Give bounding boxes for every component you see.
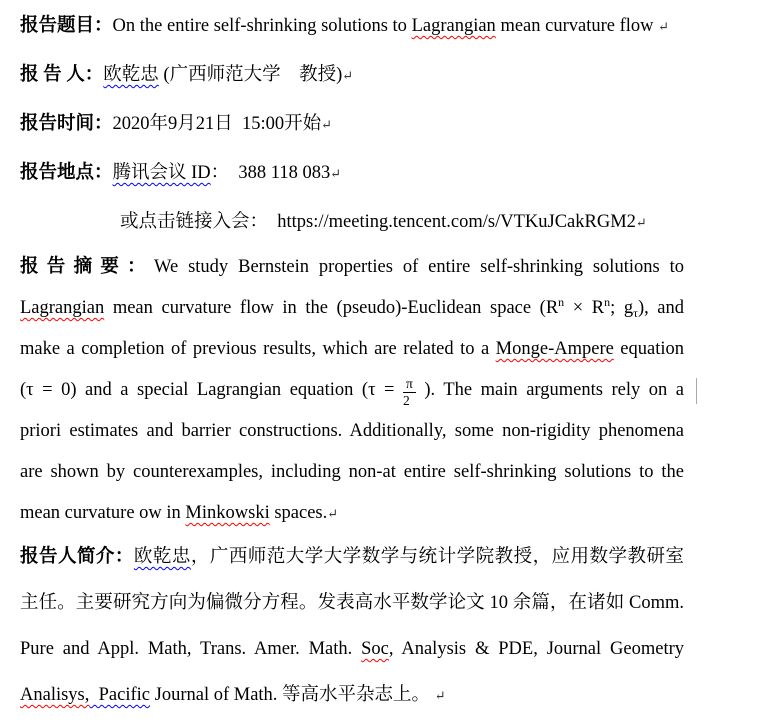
text-run: make a completion of previous results, which are related to a [20, 339, 496, 359]
text-run: (广西师范大学 教授) [158, 65, 343, 85]
header-block [20, 2, 684, 247]
text-run: ), and [637, 298, 685, 318]
text-run: Journal of Math. 等高水平杂志上。 [150, 685, 435, 705]
text-run: (τ = 0) and a special Lagrangian equation (τ = [20, 380, 404, 400]
title-line [20, 2, 684, 51]
text-run: ： 388 118 083 [210, 163, 331, 183]
paragraph-mark-icon: ↵ [330, 166, 342, 181]
paragraph-mark-icon: ↵ [635, 215, 647, 230]
paragraph-mark-icon: ↵ [321, 117, 333, 132]
text-run: We study Bernstein properties of entire self-shrinking solutions to [153, 257, 684, 277]
abstract-line [20, 370, 684, 411]
grammar-flagged-word: Pacific [89, 685, 150, 705]
field-label: 报告人简介： [20, 547, 134, 567]
abstract-line [20, 288, 684, 329]
text-run: mean curvature flow in the (pseudo)-Euclidean space (R [104, 298, 559, 318]
text-run: 主任。主要研究方向为偏微分方程。发表高水平数学论文 10 余篇，在诸如 Comm. [20, 593, 684, 613]
bio-line [20, 580, 684, 626]
abstract-paragraph [20, 247, 684, 534]
misspelled-word: Minkowski [185, 503, 270, 523]
text-run: mean curvature flow [495, 16, 659, 36]
text-run: priori estimates and barrier constructions. Additionally, some non-rigidity phenomena [20, 421, 684, 441]
text-run: Pure and Appl. Math, Trans. Amer. Math. [20, 639, 362, 659]
venue-line [20, 149, 684, 198]
superscript: n [604, 295, 611, 309]
abstract-line [20, 329, 684, 370]
paragraph-mark-icon: ↵ [434, 688, 446, 703]
speaker-line [20, 51, 684, 100]
fraction-denominator: 2 [403, 393, 410, 408]
text-run: ; g [610, 298, 634, 318]
misspelled-word: Analisys, [20, 685, 90, 705]
paragraph-mark-icon: ↵ [658, 19, 670, 34]
field-label: 报告时间： [20, 114, 113, 134]
text-run: spaces. [269, 503, 328, 523]
text-cursor [696, 378, 697, 404]
text-run: 2020年9月21日 15:00开始 [112, 114, 322, 134]
paragraph-mark-icon: ↵ [342, 68, 354, 83]
meeting-link-line [20, 198, 684, 247]
misspelled-word: Lagrangian [20, 298, 105, 318]
field-label: 报告摘要： [20, 257, 154, 277]
misspelled-word: Soc [361, 639, 389, 659]
bio-line [20, 672, 684, 719]
text-run: equation [613, 339, 685, 359]
field-label: 报告地点： [20, 163, 113, 183]
field-label: 报 告 人： [20, 65, 104, 85]
abstract-line [20, 493, 684, 534]
text-run: On the entire self-shrinking solutions to [112, 16, 412, 36]
text-run: × R [564, 298, 605, 318]
superscript: n [558, 295, 565, 309]
field-label: 报告题目： [20, 16, 113, 36]
paragraph-mark-icon: ↵ [327, 506, 339, 521]
subscript: τ [633, 306, 638, 320]
abstract-line [20, 411, 684, 452]
grammar-flagged-word: 欧乾忠 [103, 65, 159, 85]
misspelled-word: Lagrangian [411, 16, 496, 36]
bio-line [20, 626, 684, 672]
grammar-flagged-word: 腾讯会议 ID [112, 163, 211, 183]
abstract-line [20, 247, 684, 288]
text-run: are shown by counterexamples, including non-at entire self-shrinking solutions to the [20, 462, 684, 482]
misspelled-word: Monge-Ampere [495, 339, 614, 359]
text-run: mean curvature ow in [20, 503, 186, 523]
grammar-flagged-word: 欧乾忠 [133, 547, 191, 567]
bio-line [20, 534, 684, 580]
text-run: 或点击链接入会： https://meeting.tencent.com/s/VTKuJCakRGM2 [120, 212, 636, 232]
abstract-line [20, 452, 684, 493]
text-run: ，广西师范大学大学数学与统计学院教授，应用数学教研室 [190, 547, 684, 567]
fraction-numerator: π [403, 376, 416, 393]
bio-paragraph [20, 534, 684, 719]
time-line [20, 100, 684, 149]
text-run: , Analysis & PDE, Journal Geometry [388, 639, 684, 659]
fraction-pi-over-2 [403, 376, 416, 408]
text-run: ). The main arguments rely on a [415, 380, 684, 400]
